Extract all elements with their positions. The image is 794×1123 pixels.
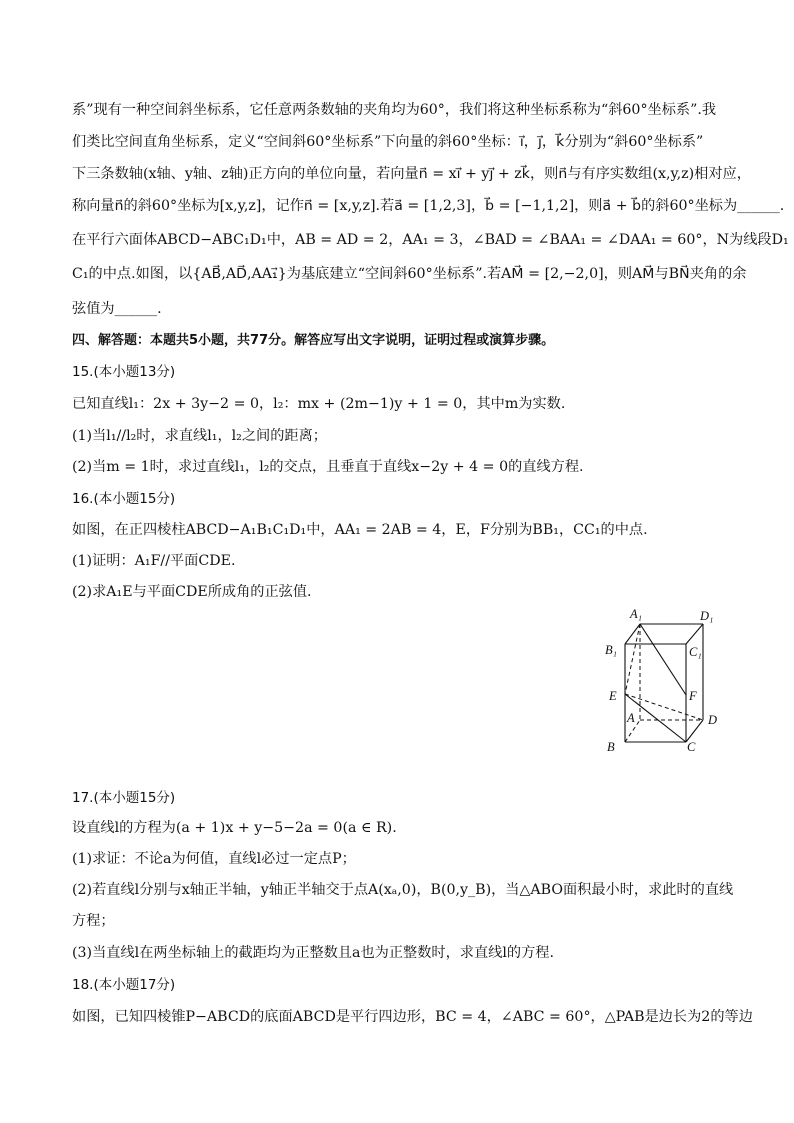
text-line: 弦值为______. xyxy=(72,301,162,317)
label-B: B xyxy=(607,740,615,754)
text-line: 如图，在正四棱柱ABCD−A₁B₁C₁D₁中，AA₁ = 2AB = 4，E，F分别为BB₁，CC₁的中点. xyxy=(72,522,648,538)
text-line: 系”现有一种空间斜坐标系，它任意两条数轴的夹角均为60°，我们将这种坐标系称为“斜60°坐标系”.我 xyxy=(72,102,717,118)
text-line: (1)当l₁//l₂时，求直线l₁，l₂之间的距离； xyxy=(72,428,327,444)
text-line: 方程； xyxy=(72,913,115,929)
section-heading: 四、解答题：本题共5小题，共77分。解答应写出文字说明，证明过程或演算步骤。 xyxy=(72,333,555,348)
label-E: E xyxy=(609,689,617,703)
edge xyxy=(640,624,686,695)
text-line: 设直线l的方程为(a + 1)x + y−5−2a = 0(a ∈ R). xyxy=(72,820,397,836)
text-line: (3)当直线l在两坐标轴上的截距均为正整数且a也为正整数时，求直线l的方程. xyxy=(72,945,554,961)
text-line: 已知直线l₁：2x + 3y−2 = 0，l₂：mx + (2m−1)y + 1 = 0，其中m为实数. xyxy=(72,396,566,412)
text-line: C₁的中点.如图，以{AB⃗,AD⃗,AA₁⃗}为基底建立“空间斜60°坐标系”.若AM⃗ = [2,−2,0]，则AM⃗与BN⃗夹角的余 xyxy=(72,266,747,282)
edge xyxy=(686,624,703,644)
label-C: C xyxy=(687,740,696,754)
label-F: F xyxy=(689,689,697,703)
text-line: (1)证明：A₁F//平面CDE. xyxy=(72,553,236,569)
edge xyxy=(686,720,703,742)
text-line: (1)求证：不论a为何值，直线l必过一定点P； xyxy=(72,851,356,867)
label-A1: A₁ xyxy=(630,607,642,621)
problem-number: 15.(本小题13分) xyxy=(72,364,176,380)
text-line: 们类比空间直角坐标系，定义“空间斜60°坐标系”下向量的斜60°坐标：i⃗，j⃗，k⃗分别为“斜60°坐标系” xyxy=(72,134,704,150)
text-line: (2)求A₁E与平面CDE所成角的正弦值. xyxy=(72,584,312,600)
label-A: A xyxy=(627,711,635,725)
text-line: 称向量n⃗的斜60°坐标为[x,y,z]，记作n⃗ = [x,y,z].若a⃗ = [1,2,3]，b⃗ = [−1,1,2]，则a⃗ + b⃗的斜60°坐标为______. xyxy=(72,198,785,214)
label-B1: B₁ xyxy=(605,643,617,657)
text-line: (2)若直线l分别与x轴正半轴，y轴正半轴交于点A(xₐ,0)，B(0,y_B)，当△ABO面积最小时，求此时的直线 xyxy=(72,882,734,898)
problem-number: 18.(本小题17分) xyxy=(72,977,176,993)
prism-figure xyxy=(600,606,730,754)
label-D1: D₁ xyxy=(700,609,714,623)
text-line: 下三条数轴(x轴、y轴、z轴)正方向的单位向量，若向量n⃗ = xi⃗ + yj⃗ + zk⃗，则n⃗与有序实数组(x,y,z)相对应， xyxy=(72,166,751,182)
label-C1: C₁ xyxy=(689,645,702,659)
text-line: 在平行六面体ABCD−ABC₁D₁中，AB = AD = 2，AA₁ = 3，∠BAD = ∠BAA₁ = ∠DAA₁ = 60°，N为线段D₁ xyxy=(72,232,789,248)
label-D: D xyxy=(708,713,718,727)
text-line: 如图，已知四棱锥P−ABCD的底面ABCD是平行四边形，BC = 4，∠ABC = 60°，△PAB是边长为2的等边 xyxy=(72,1009,753,1025)
problem-number: 16.(本小题15分) xyxy=(72,491,176,507)
text-line: (2)当m = 1时，求过直线l₁，l₂的交点，且垂直于直线x−2y + 4 = 0的直线方程. xyxy=(72,459,584,475)
problem-number: 17.(本小题15分) xyxy=(72,790,176,806)
